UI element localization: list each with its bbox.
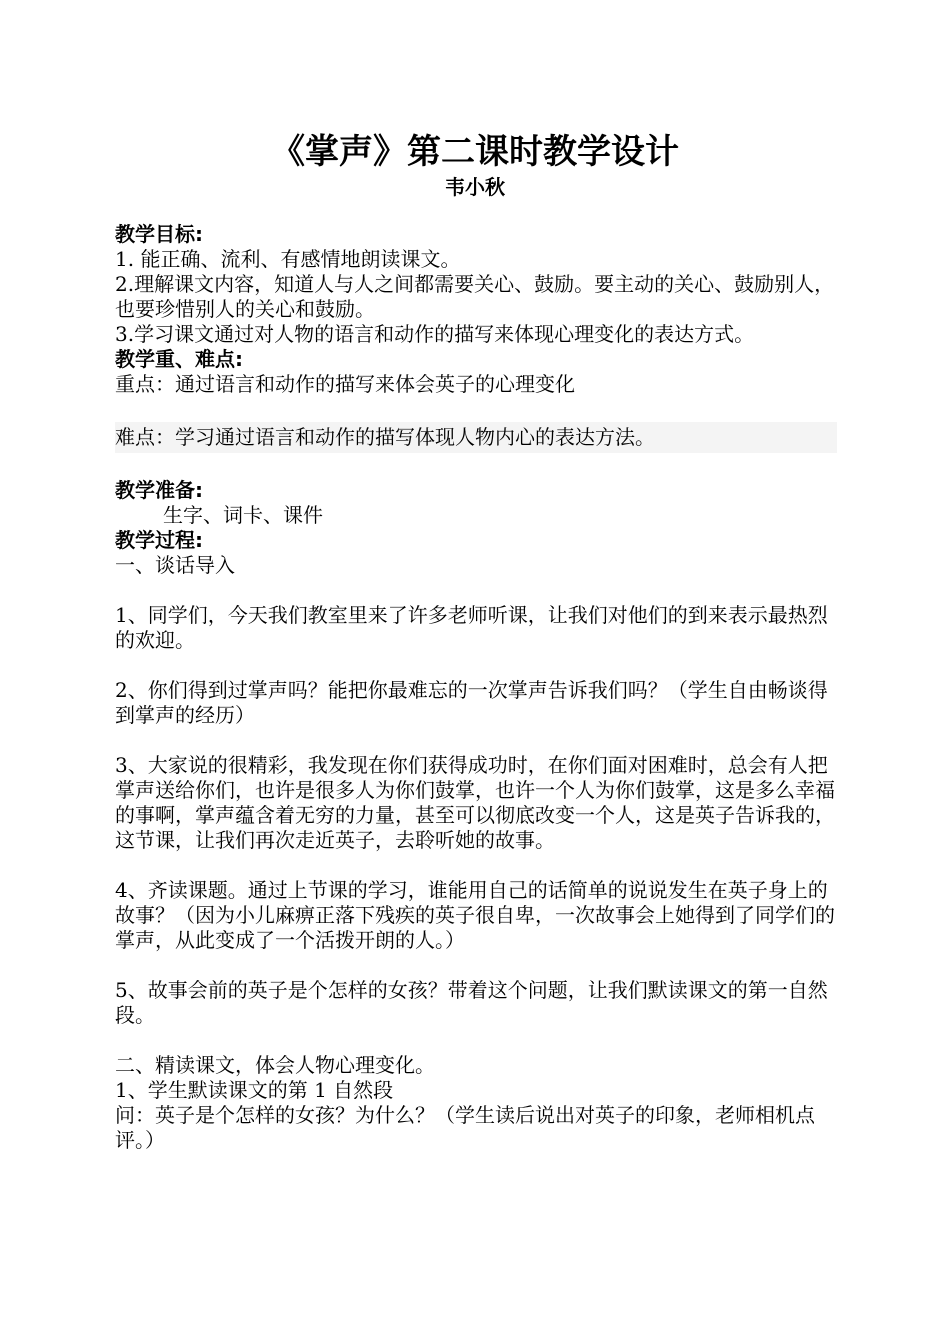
goal-item-1: 1. 能正确、流利、有感情地朗读课文。 <box>115 247 461 271</box>
page-title: 《掌声》第二课时教学设计 <box>271 132 679 172</box>
key-point: 重点：通过语言和动作的描写来体会英子的心理变化 <box>115 372 575 396</box>
section-2-heading: 二、精读课文，体会人物心理变化。 <box>115 1053 435 1077</box>
document-body <box>115 222 837 1153</box>
goals-heading: 教学目标: <box>115 222 203 246</box>
section-1-paragraph-3: 3、大家说的很精彩，我发现在你们获得成功时，在你们面对困难时，总会有人把掌声送给你们，也许是很多人为你们鼓掌，也许一个人为你们鼓掌，这是多么幸福的事啊，掌声蕴含着无穷的力量，甚至可以彻底改变一个人，这是英子告诉我的，这节课，让我们再次走近英子，去聆听她的故事。 <box>115 753 835 852</box>
goal-item-2: 2.理解课文内容，知道人与人之间都需要关心、鼓励。要主动的关心、鼓励别人，也要珍惜别人的关心和鼓励。 <box>115 272 835 321</box>
process-heading: 教学过程: <box>115 528 203 552</box>
focus-heading: 教学重、难点: <box>115 347 243 371</box>
prep-heading: 教学准备: <box>115 478 203 502</box>
section-1-paragraph-5: 5、故事会前的英子是个怎样的女孩？带着这个问题，让我们默读课文的第一自然段。 <box>115 978 828 1027</box>
section-1-paragraph-4: 4、齐读课题。通过上节课的学习，谁能用自己的话简单的说说发生在英子身上的故事？（因为小儿麻痹正落下残疾的英子很自卑，一次故事会上她得到了同学们的掌声，从此变成了一个活拨开朗的人。） <box>115 878 835 952</box>
section-1-heading: 一、谈话导入 <box>115 553 235 577</box>
section-2-paragraph-2: 问：英子是个怎样的女孩？为什么？（学生读后说出对英子的印象，老师相机点评。） <box>115 1103 815 1152</box>
goal-item-3: 3.学习课文通过对人物的语言和动作的描写来体现心理变化的表达方式。 <box>115 322 755 346</box>
author-name: 韦小秋 <box>445 175 505 199</box>
section-1-paragraph-1: 1、同学们，今天我们教室里来了许多老师听课，让我们对他们的到来表示最热烈的欢迎。 <box>115 603 828 652</box>
difficult-point: 难点：学习通过语言和动作的描写体现人物内心的表达方法。 <box>115 422 837 453</box>
section-1-paragraph-2: 2、你们得到过掌声吗？能把你最难忘的一次掌声告诉我们吗？（学生自由畅谈得到掌声的经历） <box>115 678 828 727</box>
prep-items: 生字、词卡、课件 <box>163 503 323 527</box>
section-2-paragraph-1: 1、学生默读课文的第 1 自然段 <box>115 1078 394 1102</box>
